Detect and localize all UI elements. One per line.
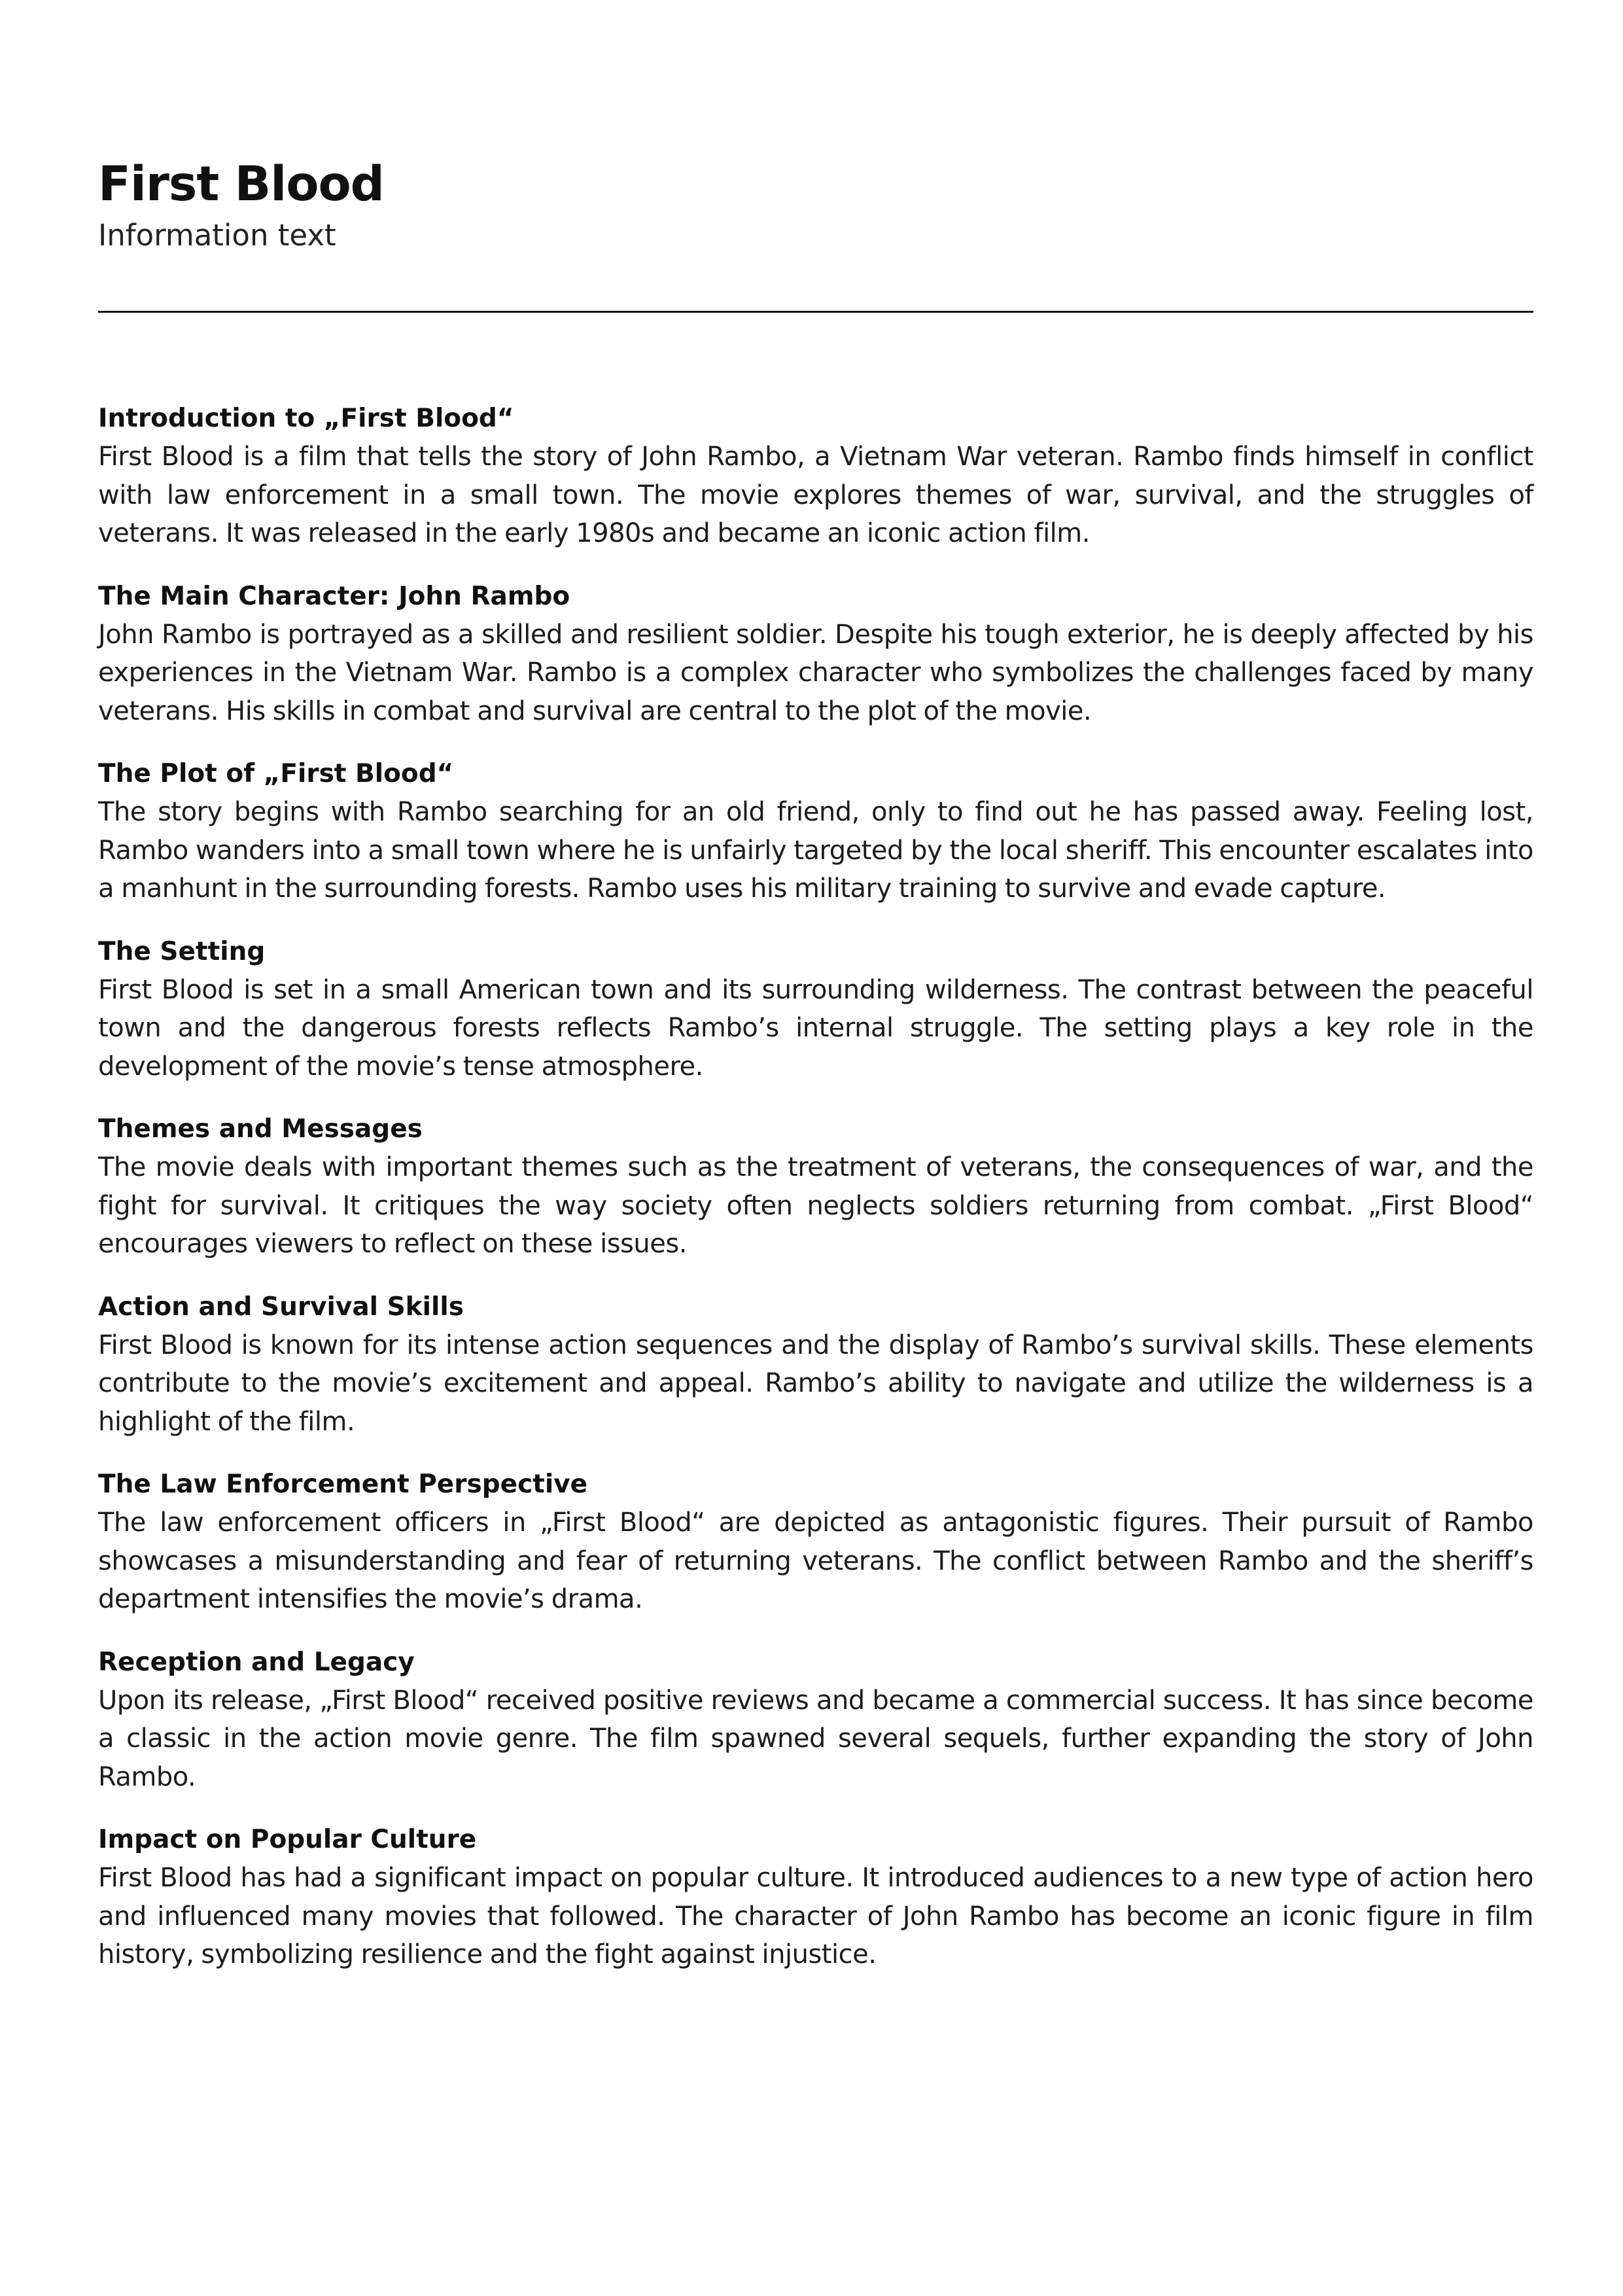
section-heading: Action and Survival Skills [98, 1292, 464, 1322]
section-body: First Blood is set in a small American town and its surrounding wilderness. The contrast between the peaceful town and the dangerous forests reflects Rambo’s internal struggle. The setting plays a key role in the development of the movie’s tense atmosphere. [98, 974, 1533, 1082]
section-body: John Rambo is portrayed as a skilled and resilient soldier. Despite his tough exterior, he is deeply affected by his experiences in the Vietnam War. Rambo is a complex character who symbolizes the challenges faced by many veterans. His skills in combat and survival are central to the plot of the movie. [98, 619, 1533, 726]
section-introduction [98, 400, 1533, 553]
section-heading: The Setting [98, 936, 266, 966]
section-body: First Blood is known for its intense action sequences and the display of Rambo’s survival skills. These elements contribute to the movie’s excitement and appeal. Rambo’s ability to navigate and utilize the wilderness is a highlight of the film. [98, 1330, 1533, 1437]
sections-container [98, 400, 1533, 1999]
section-heading: Introduction to „First Blood“ [98, 404, 514, 433]
section-setting [98, 933, 1533, 1086]
section-heading: Impact on Popular Culture [98, 1825, 477, 1854]
section-heading: Themes and Messages [98, 1114, 423, 1144]
section-body: First Blood is a film that tells the story of John Rambo, a Vietnam War veteran. Rambo finds himself in conflict with law enforcement in a small town. The movie explores themes of war, survival, and the struggles of veterans. It was released in the early 1980s and became an iconic action film. [98, 442, 1533, 548]
section-heading: The Main Character: John Rambo [98, 581, 570, 611]
section-heading: Reception and Legacy [98, 1647, 415, 1677]
section-body: The story begins with Rambo searching for an old friend, only to find out he has passed away. Feeling lost, Rambo wanders into a small town where he is unfairly targeted by the local sheriff. This encounter escalates into a manhunt in the surrounding forests. Rambo uses his military training to survive and evade capture. [98, 797, 1533, 904]
section-heading: The Plot of „First Blood“ [98, 759, 454, 788]
section-body: Upon its release, „First Blood“ received positive reviews and became a commercial success. It has since become a classic in the action movie genre. The film spawned several sequels, further expanding the story of John Rambo. [98, 1685, 1533, 1792]
document-title: First Blood [98, 156, 384, 212]
section-body: The movie deals with important themes such as the treatment of veterans, the consequences of war, and the fight for survival. It critiques the way society often neglects soldiers returning from combat. „First Blood“ encourages viewers to reflect on these issues. [98, 1152, 1533, 1259]
section-reception [98, 1644, 1533, 1797]
section-heading: The Law Enforcement Perspective [98, 1470, 588, 1499]
section-body: First Blood has had a significant impact on popular culture. It introduced audiences to a new type of action hero and influenced many movies that followed. The character of John Rambo has become an iconic figure in film history, symbolizing resilience and the fight against injustice. [98, 1863, 1533, 1969]
title-divider [98, 311, 1533, 313]
section-main-character [98, 578, 1533, 731]
document-subtitle: Information text [98, 218, 336, 253]
section-action [98, 1288, 1533, 1441]
section-law-enforcement [98, 1466, 1533, 1619]
section-impact [98, 1821, 1533, 1974]
section-body: The law enforcement officers in „First Blood“ are depicted as antagonistic figures. Their pursuit of Rambo showcases a misunderstanding and fear of returning veterans. The conflict between Rambo and the sheriff’s department intensifies the movie’s drama. [98, 1508, 1533, 1614]
section-plot [98, 755, 1533, 908]
section-themes [98, 1110, 1533, 1263]
